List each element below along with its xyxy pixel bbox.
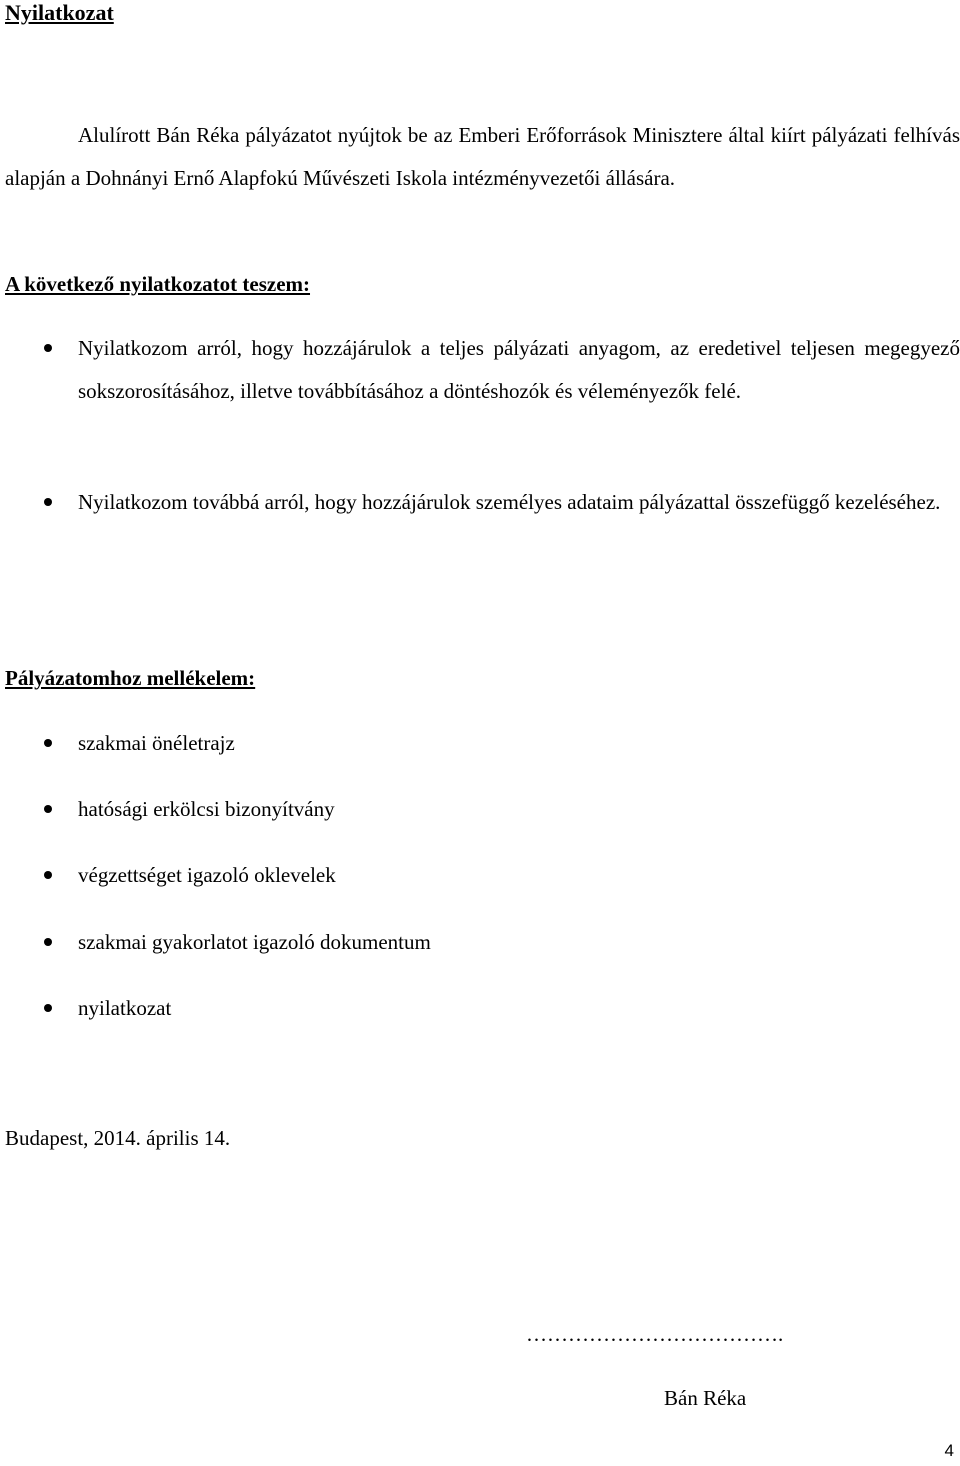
declaration-text: Nyilatkozom arról, hogy hozzájárulok a teljes pályázati anyagom, az eredetivel teljesen megegyező sokszorosításához, illetve továbbításához a döntéshozók és véleményezők felé. (78, 336, 960, 403)
attachments-heading: Pályázatomhoz mellékelem: (5, 666, 256, 690)
page-number: 4 (944, 1441, 954, 1460)
attachment-text: végzettséget igazoló oklevelek (78, 863, 336, 887)
declaration-item (78, 327, 960, 413)
bullet-icon (44, 805, 52, 813)
document-title: Nyilatkozat (5, 0, 114, 25)
attachment-text: hatósági erkölcsi bizonyítvány (78, 797, 335, 821)
signature-name: Bán Réka (664, 1386, 747, 1410)
attachment-item (78, 730, 235, 756)
date-line: Budapest, 2014. április 14. (5, 1126, 231, 1150)
attachment-text: szakmai önéletrajz (78, 731, 235, 755)
bullet-icon (44, 938, 52, 946)
bullet-icon (44, 1004, 52, 1012)
attachment-item (78, 995, 171, 1021)
bullet-icon (44, 498, 52, 506)
declarations-heading: A következő nyilatkozatot teszem: (5, 272, 311, 296)
signature-line: ………………………………. (526, 1322, 784, 1346)
bullet-icon (44, 739, 52, 747)
attachment-text: nyilatkozat (78, 996, 172, 1020)
attachment-item (78, 929, 431, 955)
bullet-icon (44, 871, 52, 879)
attachment-item (78, 862, 336, 888)
attachment-text: szakmai gyakorlatot igazoló dokumentum (78, 930, 431, 954)
attachment-item (78, 796, 335, 822)
intro-paragraph: Alulírott Bán Réka pályázatot nyújtok be az Emberi Erőforrások Minisztere által kiírt pályázati felhívás alapján a Dohnányi Ernő Alapfokú Művészeti Iskola intézményvezetői állására. (5, 123, 960, 190)
declaration-item (78, 481, 960, 524)
declaration-text: Nyilatkozom továbbá arról, hogy hozzájárulok személyes adataim pályázattal összefüggő kezeléséhez. (78, 490, 941, 514)
bullet-icon (44, 344, 52, 352)
